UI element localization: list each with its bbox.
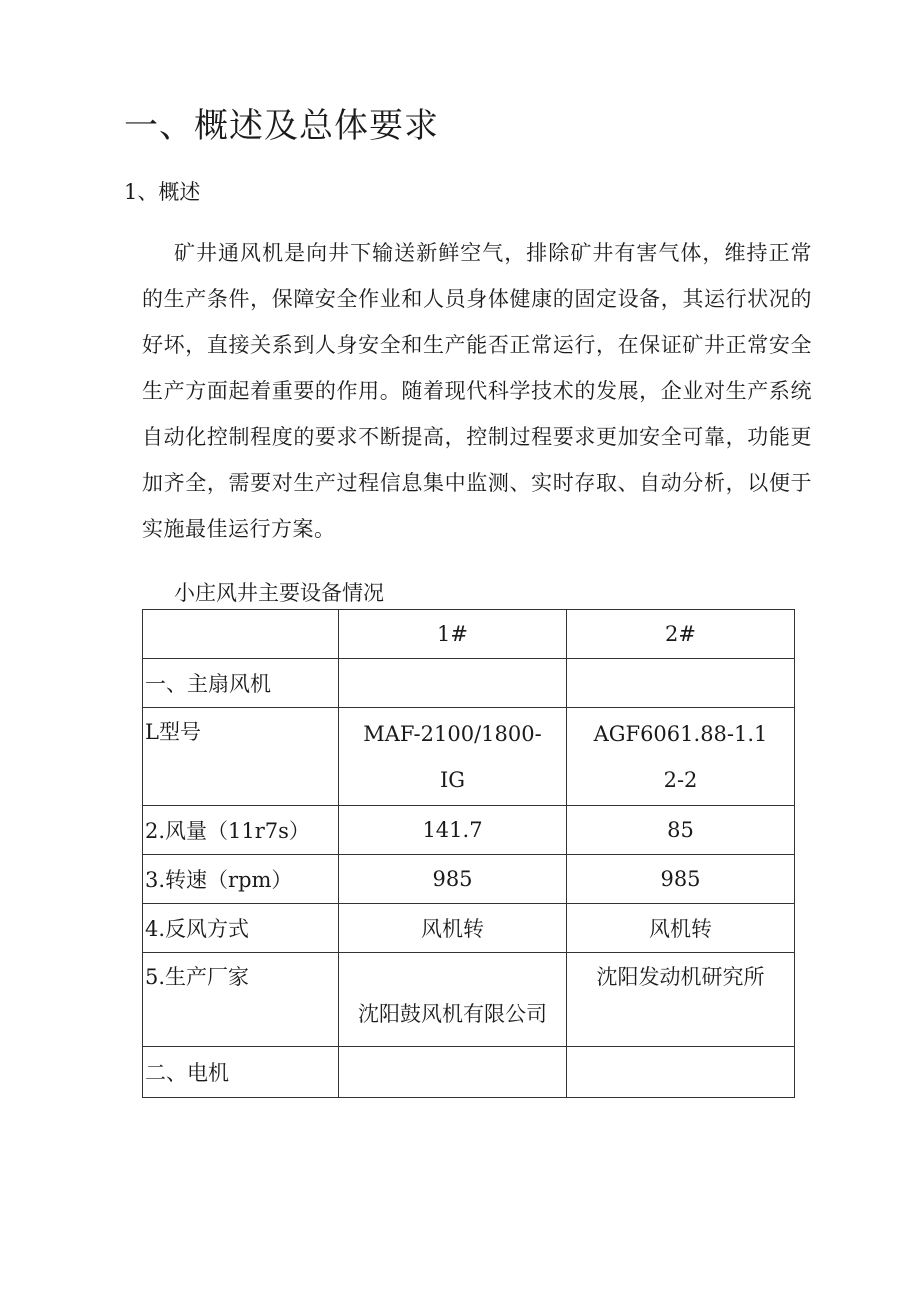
table-row [143,806,795,855]
header-cell-label [143,610,339,659]
row-value-unit1 [339,1047,567,1098]
table-row [143,659,795,708]
table-header-row [143,610,795,659]
row-value-unit2: 风机转 [567,904,795,953]
model-line-1: MAF-2100/1800- [363,721,542,746]
header-cell-unit2: 2# [567,610,795,659]
table-row [143,855,795,904]
table-row [143,708,795,806]
row-value-unit1: 985 [339,855,567,904]
table-row [143,1047,795,1098]
row-label: 3.转速（rpm） [143,855,339,904]
row-label: 4.反风方式 [143,904,339,953]
row-label: L型号 [143,708,339,806]
row-value-unit1: 风机转 [339,904,567,953]
row-value-unit1 [339,708,567,806]
section-heading: 1、概述 [124,180,201,204]
row-value-unit2 [567,708,795,806]
header-cell-unit1: 1# [339,610,567,659]
row-value-unit2: 985 [567,855,795,904]
table-row [143,904,795,953]
row-value-unit2 [567,659,795,708]
row-value-unit2 [567,1047,795,1098]
row-label: 5.生产厂家 [143,953,339,1047]
row-label: 一、主扇风机 [143,659,339,708]
row-value-unit2: 沈阳发动机研究所 [567,953,795,1047]
model-line-2: IG [439,767,466,792]
table-caption: 小庄风井主要设备情况 [174,581,384,605]
equipment-table [142,609,795,1098]
row-value-unit1: 沈阳鼓风机有限公司 [339,953,567,1047]
row-value-unit2: 85 [567,806,795,855]
overview-paragraph: 矿井通风机是向井下输送新鲜空气，排除矿井有害气体，维持正常的生产条件，保障安全作业和人员身体健康的固定设备，其运行状况的好坏，直接关系到人身安全和生产能否正常运行，在保证矿井正常安全生产方面起着重要的作用。随着现代科学技术的发展，企业对生产系统自动化控制程度的要求不断提高，控制过程要求更加安全可靠，功能更加齐全，需要对生产过程信息集中监测、实时存取、自动分析，以便于实施最佳运行方案。 [142,241,812,541]
model-line-2: 2-2 [663,767,698,792]
row-value-unit1 [339,659,567,708]
page-title: 一、概述及总体要求 [124,106,439,146]
table-row [143,953,795,1047]
model-line-1: AGF6061.88-1.1 [593,721,768,746]
row-label: 2.风量（11r7s） [143,806,339,855]
row-value-unit1: 141.7 [339,806,567,855]
row-label: 二、电机 [143,1047,339,1098]
